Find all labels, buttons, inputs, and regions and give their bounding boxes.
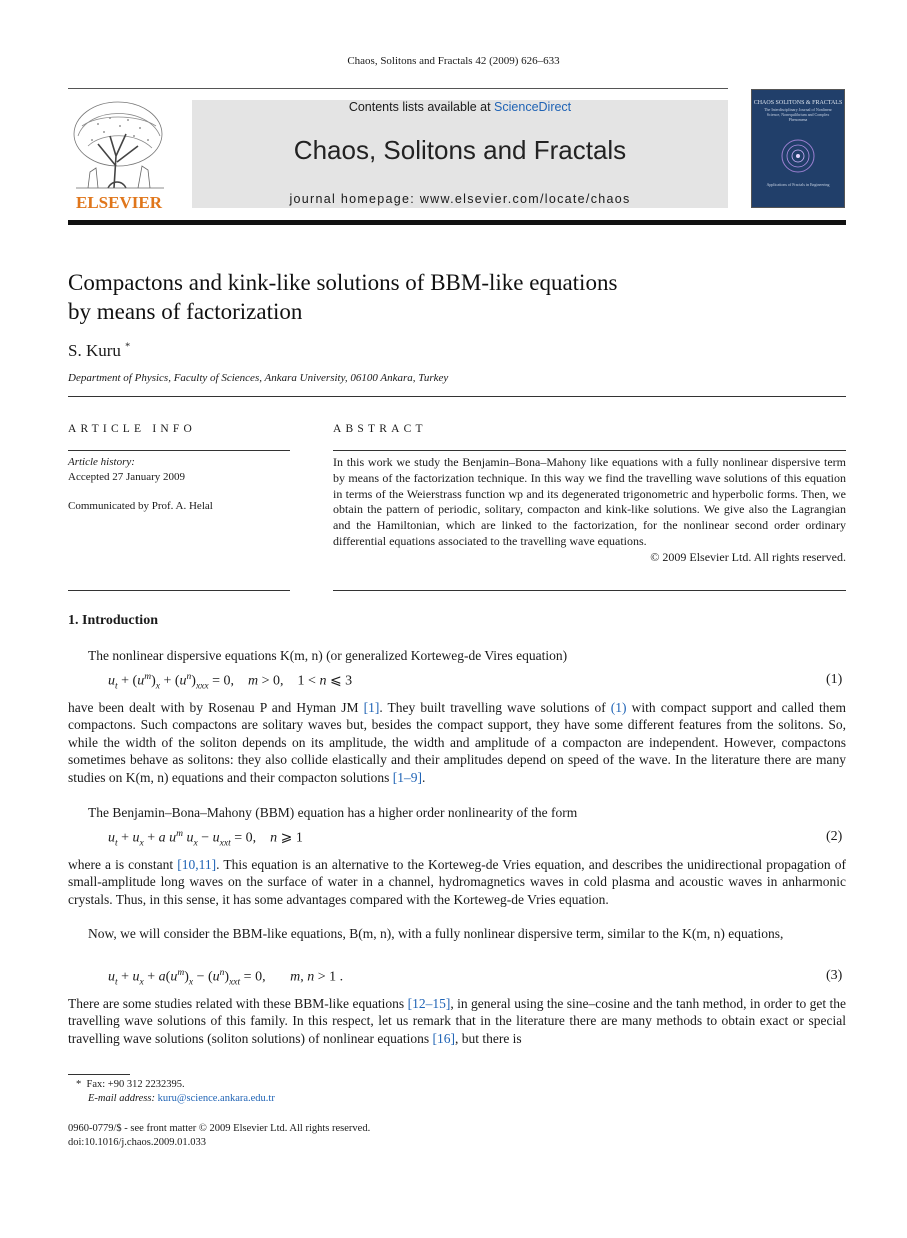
header-rule [68,88,728,89]
journal-name: Chaos, Solitons and Fractals [293,135,627,165]
publisher-wordmark: ELSEVIER [76,193,162,212]
article-title-line-1: Compactons and kink-like solutions of BBM-like equations [68,270,618,295]
title-divider [68,396,846,397]
cover-footer: Applications of Fractals in Engineering [766,182,830,187]
reference-link-1[interactable]: [1] [363,700,380,715]
article-history-label: Article history: [68,456,135,468]
front-matter-text: 0960-0779/$ - see front matter © 2009 Elsevier Ltd. All rights reserved. [68,1123,371,1134]
author-footnote-mark[interactable]: * [125,341,131,353]
front-matter [68,1122,370,1150]
intro-paragraph-6: There are some studies related with these BBM-like equations [12–15], in general using the sine–cosine and the tanh method, in order to get the travelling wave solutions of this family. In this respect, let us remark that in the literature there are many methods to obtain exact or special travelling wave solutions (soliton solutions) of nonlinear equations [16], but there is [68,996,846,1046]
svg-text:CHAOS SOLITONS & FRACTALS: CHAOS SOLITONS & FRACTALS [753,100,843,106]
author-footnote [76,1078,275,1106]
equation-1-number: (1) [826,672,843,687]
doi-text[interactable]: doi:10.1016/j.chaos.2009.01.033 [68,1137,206,1148]
accepted-date: Accepted 27 January 2009 [68,470,185,483]
author-affiliation: Department of Physics, Faculty of Sciences, Ankara University, 06100 Ankara, Turkey [68,372,449,384]
abstract-heading: ABSTRACT [333,423,427,435]
intro-paragraph-4: where a is constant [10,11]. This equation is an alternative to the Korteweg-de Vries equation, and describes the unidirectional propagation of small-amplitude long waves on the surface of water in a channel, hydromagnetics waves in cold plasma and acoustic waves in anharmonic crystals. Thus, in this sense, it has some advantages compared with the Korteweg-de Vries equation. [68,857,846,907]
article-title-line-2: by means of factorization [68,299,303,324]
intro-paragraph-3: The Benjamin–Bona–Mahony (BBM) equation has a higher order nonlinearity of the form [88,805,578,820]
sciencedirect-link[interactable]: ScienceDirect [494,100,572,114]
intro-paragraph-5: Now, we will consider the BBM-like equations, B(m, n), with a fully nonlinear dispersive term, similar to the K(m, n) equations, [88,926,784,941]
journal-cover-image[interactable] [751,89,845,208]
abstract-rule [333,450,846,451]
contents-prefix: Contents lists available at [348,100,495,114]
journal-cover-art-icon [752,90,844,207]
footnote-rule [68,1074,130,1075]
article-info-heading: ARTICLE INFO [68,423,196,435]
abstract-copyright: © 2009 Elsevier Ltd. All rights reserved. [650,549,846,564]
author-fax: Fax: +90 312 2232395. [86,1079,185,1090]
author-name-text: S. Kuru [68,341,121,360]
elsevier-logo[interactable] [68,96,170,212]
journal-banner [192,100,728,208]
elsevier-tree-icon [68,96,170,212]
equation-2: $u_t + u_x + a$ $u^m$ $u_x - u_{xxt} = 0$, n ⩾ 1 [108,829,303,849]
reference-link-1-9[interactable]: [1–9] [392,769,422,785]
equation-2-number: (2) [826,829,843,844]
abstract-body [333,455,846,566]
communicated-by: Communicated by Prof. A. Helal [68,500,213,512]
intro-paragraph-2: have been dealt with by Rosenau P and Hyman JM [1]. They built travelling wave solutions of (1) with compact support and called them compactons. Such compactons are solitary waves but, besides the compact support, they have some different features from the solitons. So, while the width of the soliton depends on its amplitude, the width and amplitude of a compacton are independent. However, compactons sometimes behave as solitons: they also collide elastically and their amplitudes depend on speed of the wave. In the literature there are many studies on K(m, n) equations and their compacton solutions [1–9]. [68,700,846,785]
author-name [68,341,130,361]
equation-3-number: (3) [826,968,843,983]
article-info-bottom-rule [68,590,290,591]
article-history [68,455,290,514]
abstract-text: In this work we study the Benjamin–Bona–Mahony like equations with a fully nonlinear dispersive term by means of the factorization technique. In this way we find the travelling wave solutions of this equation in terms of the Weierstrass function wp and its degenerated trigonometric and hyperbolic forms. Then, we obtain the pattern of periodic, solitary, compacton and kink-like solutions. We give also the Lagrangian and the Hamiltonian, which are linked to the factorization, for the nonlinear second order ordinary differential equations associated to the travelling wave equations. [333,455,846,548]
cover-subtitle: The Interdisciplinary Journal of Nonlinear Science, Nonequilibrium and Complex Phenomena [764,107,832,122]
footnote-mark: * [76,1079,82,1090]
section-heading-introduction: 1. Introduction [68,613,158,628]
author-email-link[interactable]: kuru@science.ankara.edu.tr [157,1093,275,1104]
equation-3: $u_t + u_x + a(u^m)_x - (u^n)_{xxt} = 0$, m, n > 1 . [108,968,344,988]
email-label: E-mail address: [88,1093,158,1104]
equation-1: $u_t + (u^m)_x + (u^n)_{xxx} = 0$, m > 0, 1 < n ⩽ 3 [108,672,353,692]
reference-link-12-15[interactable]: [12–15] [407,996,451,1011]
article-info-rule [68,450,290,451]
abstract-bottom-rule [333,590,846,591]
article-title [68,268,768,326]
equation-1-link[interactable]: (1) [610,700,627,715]
contents-line [192,100,728,114]
journal-homepage-link[interactable]: journal homepage: www.elsevier.com/locate/chaos [289,192,631,206]
intro-paragraph-1: The nonlinear dispersive equations K(m, n) (or generalized Korteweg-de Vires equation) [88,648,568,663]
header-thick-rule [68,220,846,225]
reference-link-16[interactable]: [16] [432,1030,455,1046]
reference-link-10-11[interactable]: [10,11] [177,857,217,872]
journal-citation: Chaos, Solitons and Fractals 42 (2009) 626–633 [347,55,560,67]
